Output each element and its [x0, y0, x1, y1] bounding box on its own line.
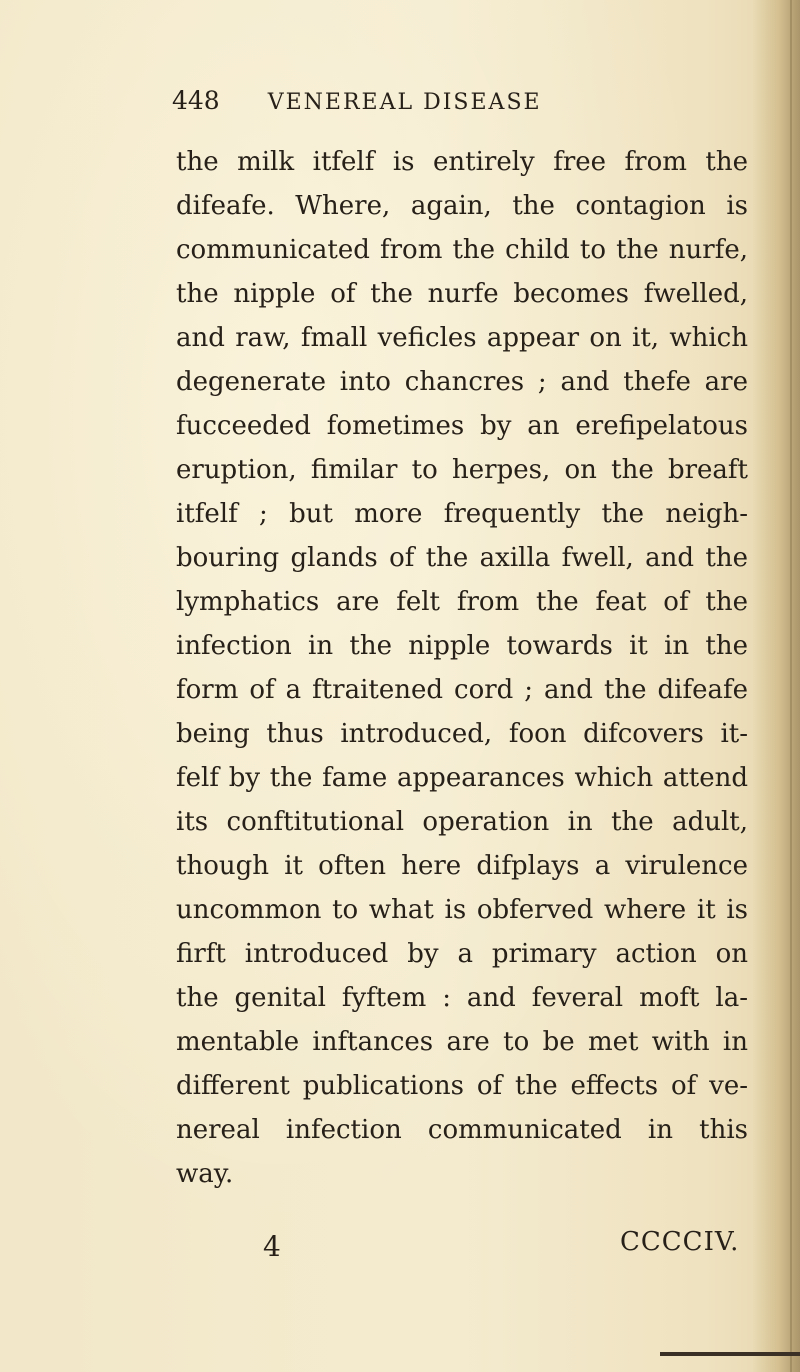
text-line: infection in the nipple towards it in the [176, 631, 748, 661]
text-line: being thus introduced, foon difcovers it- [176, 719, 748, 749]
signature-mark: 4 [263, 1230, 281, 1263]
text-line: way. [176, 1159, 234, 1189]
text-line: communicated from the child to the nurfe, [176, 235, 748, 265]
text-line: bouring glands of the axilla fwell, and the [176, 543, 748, 573]
text-line: felf by the fame appearances which attend [176, 763, 748, 793]
text-line: form of a ftraitened cord ; and the difeafe [176, 675, 748, 705]
text-line: the genital fyftem : and feveral moft la- [176, 983, 748, 1013]
text-line: though it often here difplays a virulence [176, 851, 748, 881]
text-line: difeafe. Where, again, the contagion is [176, 191, 748, 221]
text-line: lymphatics are felt from the feat of the [176, 587, 748, 617]
text-line: nereal infection communicated in this [176, 1115, 748, 1145]
page-number: 448 [172, 86, 220, 115]
text-line: different publications of the effects of ve- [176, 1071, 748, 1101]
text-line: itfelf ; but more frequently the neigh- [176, 499, 748, 529]
text-line: the milk itfelf is entirely free from the [176, 147, 748, 177]
text-line: its conftitutional operation in the adult, [176, 807, 748, 837]
text-line: mentable inftances are to be met with in [176, 1027, 748, 1057]
text-line: firft introduced by a primary action on [176, 939, 748, 969]
text-line: eruption, fimilar to herpes, on the breaft [176, 455, 748, 485]
text-line: degenerate into chancres ; and thefe are [176, 367, 748, 397]
catchword: CCCCIV. [620, 1227, 740, 1257]
text-line: and raw, fmall veficles appear on it, which [176, 323, 748, 353]
text-line: the nipple of the nurfe becomes fwelled, [176, 279, 748, 309]
text-line: fucceeded fometimes by an erefipelatous [176, 411, 748, 441]
text-line: uncommon to what is obferved where it is [176, 895, 748, 925]
running-head: VENEREAL DISEASE [267, 90, 542, 115]
